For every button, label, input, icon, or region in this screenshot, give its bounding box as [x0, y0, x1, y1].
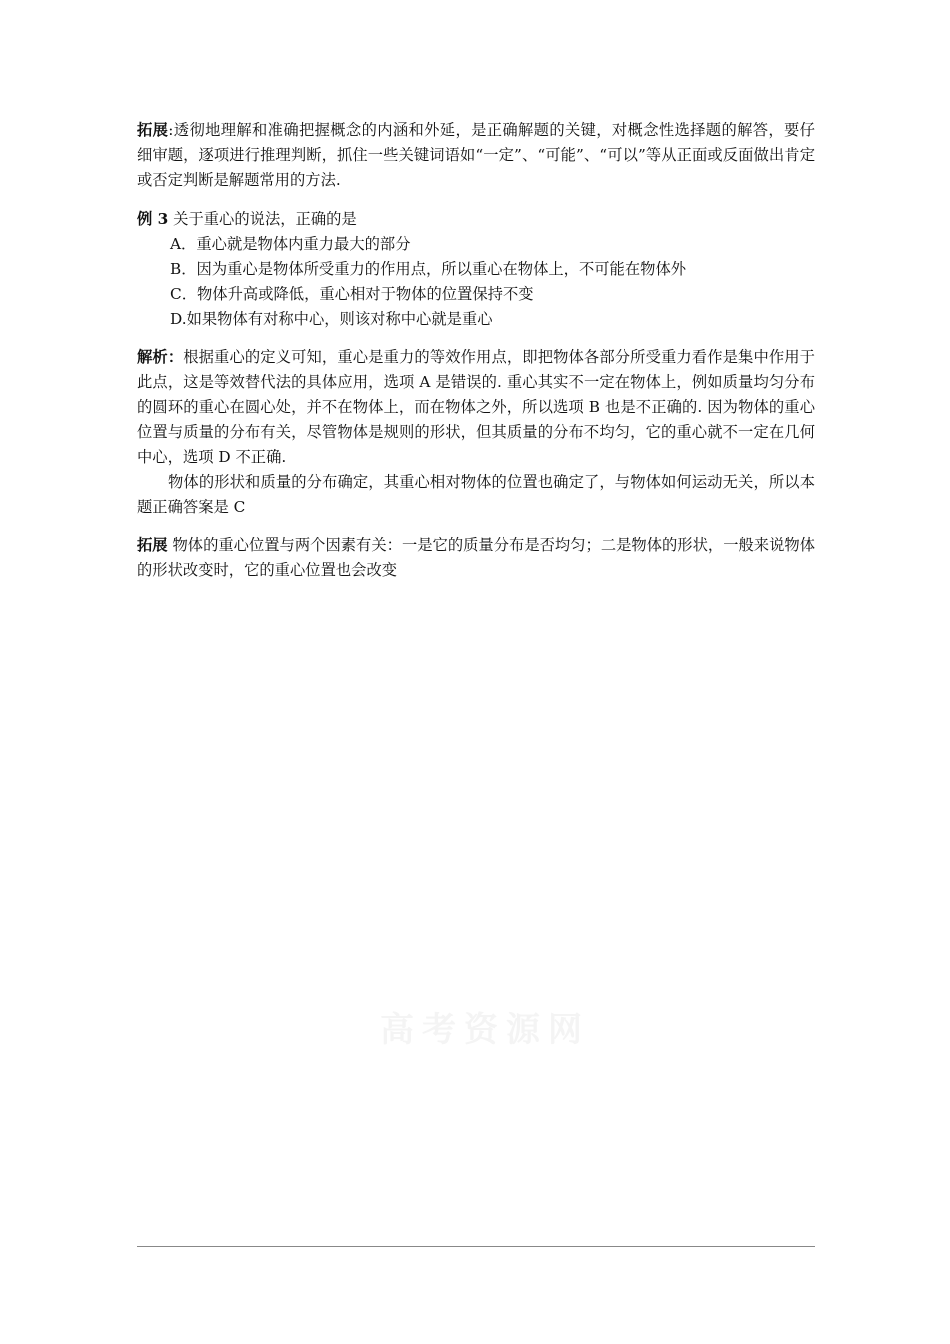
spacer — [137, 520, 815, 533]
watermark-text: 高考资源网 — [380, 1010, 590, 1050]
analysis-paragraph — [137, 345, 815, 470]
option-c: C．物体升高或降低，重心相对于物体的位置保持不变 — [170, 285, 534, 303]
option-d: D.如果物体有对称中心，则该对称中心就是重心 — [170, 310, 493, 328]
analysis-conclusion: 物体的形状和质量的分布确定，其重心相对物体的位置也确定了，与物体如何运动无关，所以本题正确答案是 C — [137, 473, 815, 516]
extension-label-2: 拓展 — [137, 536, 168, 554]
analysis-text: 根据重心的定义可知，重心是重力的等效作用点，即把物体各部分所受重力看作是集中作用于此点，这是等效替代法的具体应用，选项 A 是错误的. 重心其实不一定在物体上，例如质量均匀分布的圆环的重心在圆心处，并不在物体上，而在物体之外，所以选项 B 也是不正确的. 因为物体的重心位置与质量的分布有关，尽管物体是规则的形状，但其质量的分布不均匀，它的重心就不一定在几何中心，选项 D 不正确. — [137, 348, 815, 466]
example-3-question — [137, 207, 815, 232]
footer-divider — [137, 1246, 815, 1247]
extension-paragraph-1 — [137, 118, 815, 193]
spacer — [137, 332, 815, 345]
analysis-label: 解析： — [137, 348, 184, 366]
example-question-text: 关于重心的说法，正确的是 — [173, 210, 357, 228]
option-a: A．重心就是物体内重力最大的部分 — [170, 235, 411, 253]
document-body — [137, 118, 815, 583]
extension-text-2: 物体的重心位置与两个因素有关：一是它的质量分布是否均匀；二是物体的形状，一般来说物体的形状改变时，它的重心位置也会改变 — [137, 536, 815, 579]
extension-text: 透彻地理解和准确把握概念的内涵和外延，是正确解题的关键，对概念性选择题的解答，要仔细审题，逐项进行推理判断，抓住一些关键词语如“一定”、“可能”、“可以”等从正面或反面做出肯定或否定判断是解题常用的方法. — [137, 121, 815, 189]
spacer — [137, 193, 815, 207]
extension-separator: : — [168, 121, 174, 139]
option-b: B．因为重心是物体所受重力的作用点，所以重心在物体上，不可能在物体外 — [170, 260, 687, 278]
extension-label: 拓展 — [137, 121, 169, 139]
extension-paragraph-2 — [137, 533, 815, 583]
example-label: 例 3 — [137, 210, 169, 228]
